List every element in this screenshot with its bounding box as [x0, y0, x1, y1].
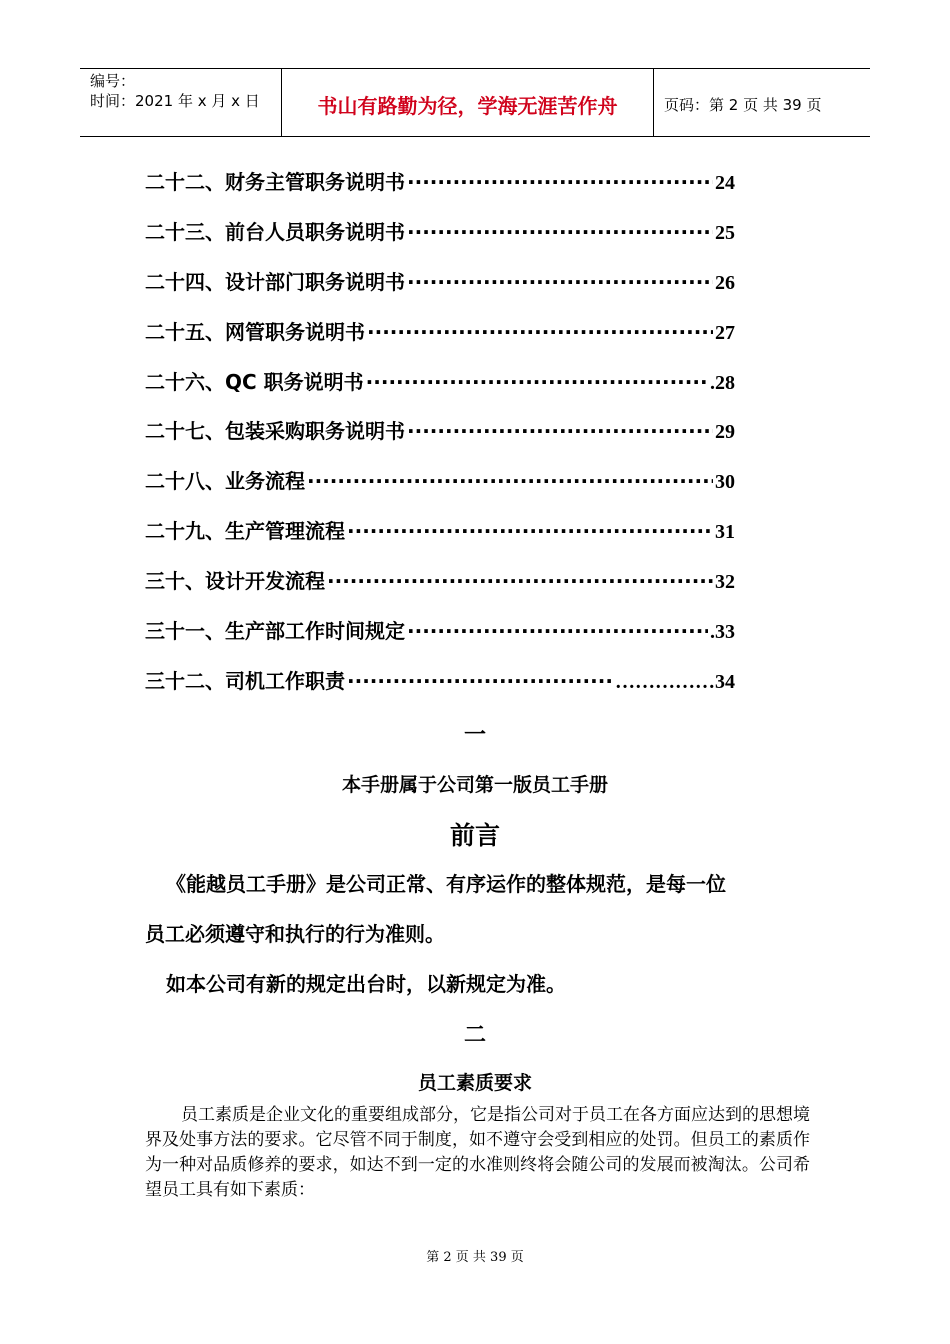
- toc-leader-dots: [366, 370, 708, 394]
- page-footer: 第 2 页 共 39 页: [426, 1250, 524, 1265]
- preface-paragraph-line2: 员工必须遵守和执行的行为准则。: [145, 922, 445, 946]
- quality-body-text: 员工素质是企业文化的重要组成部分，它是指公司对于员工在各方面应达到的思想境界及处事方法的要求。它尽管不同于制度，如不遵守会受到相应的处罚。但员工的素质作为一种对品质修养的要求，如达不到一定的水准则终将会随公司的发展而被淘汰。公司希望员工具有如下素质：: [145, 1105, 810, 1200]
- toc-entry-page: .33: [710, 621, 735, 644]
- toc-entry[interactable]: [145, 316, 735, 366]
- time-label: 时间：2021 年 x 月 x 日: [90, 92, 260, 110]
- quality-heading: 员工素质要求: [417, 1072, 532, 1094]
- toc-entry-title: 二十五、网管职务说明书: [145, 319, 365, 344]
- toc-leader-dots: [407, 220, 713, 244]
- toc-entry-title: 二十六、QC 职务说明书: [145, 369, 364, 394]
- toc-entry-title: 二十二、财务主管职务说明书: [145, 170, 405, 194]
- header-motto-cell: [282, 69, 654, 136]
- header-page-info: [654, 69, 870, 136]
- toc-leader-dots: [407, 270, 713, 294]
- toc-entry-page: 29: [715, 421, 735, 444]
- toc-entry-title: 二十七、包装采购职务说明书: [145, 419, 405, 444]
- toc-entry-page: 25: [715, 221, 735, 244]
- toc-entry-title: 二十八、业务流程: [145, 469, 305, 494]
- header-motto: 书山有路勤为径，学海无涯苦作舟: [317, 94, 618, 118]
- toc-entry[interactable]: [145, 415, 735, 465]
- toc-leader-dots: [407, 170, 713, 194]
- toc-entry-page: 24: [715, 172, 735, 194]
- toc-entry-title: 二十四、设计部门职务说明书: [145, 269, 405, 294]
- toc-entry[interactable]: [145, 266, 735, 316]
- toc-entry-page: 30: [715, 471, 735, 494]
- toc-entry-title: 三十一、生产部工作时间规定: [145, 619, 405, 644]
- page-info-text: 页码：第 2 页 共 39 页: [664, 96, 822, 114]
- page-header: [80, 68, 870, 137]
- toc-leader-dots: [327, 569, 713, 593]
- toc-leader-dots: [367, 320, 713, 344]
- toc-entry[interactable]: [145, 366, 735, 416]
- toc-entry-page: 32: [715, 571, 735, 594]
- toc-leader-dots: [407, 619, 708, 643]
- manual-edition-note: 本手册属于公司第一版员工手册: [341, 774, 608, 796]
- toc-entry[interactable]: [145, 515, 735, 565]
- table-of-contents: [145, 166, 735, 715]
- toc-entry[interactable]: [145, 665, 735, 715]
- toc-leader-dots: [307, 469, 713, 493]
- toc-entry-title: 二十三、前台人员职务说明书: [145, 219, 405, 244]
- toc-entry-title: 三十、设计开发流程: [145, 569, 325, 594]
- section-number-one: 一: [463, 723, 486, 748]
- toc-entry[interactable]: [145, 615, 735, 665]
- section-number-two: 二: [463, 1023, 486, 1048]
- toc-entry-page: .28: [710, 371, 735, 394]
- toc-leader-dots: [347, 669, 613, 693]
- preface-paragraph-line1: 《能越员工手册》是公司正常、有序运作的整体规范，是每一位: [166, 872, 726, 896]
- toc-entry[interactable]: [145, 565, 735, 615]
- toc-leader-dots: [407, 419, 713, 443]
- toc-entry-title: 二十九、生产管理流程: [145, 519, 345, 544]
- number-label: 编号：: [90, 72, 136, 90]
- toc-leader-dots: [347, 519, 713, 543]
- toc-entry-page: ……………34: [615, 670, 735, 693]
- toc-entry-page: 31: [715, 521, 735, 544]
- preface-heading: 前言: [449, 821, 500, 850]
- toc-entry[interactable]: [145, 216, 735, 266]
- toc-entry[interactable]: [145, 166, 735, 216]
- toc-entry[interactable]: [145, 465, 735, 515]
- preface-paragraph-2: 如本公司有新的规定出台时，以新规定为准。: [166, 972, 566, 996]
- toc-entry-page: 26: [715, 271, 735, 294]
- header-meta: [80, 69, 282, 136]
- toc-entry-page: 27: [715, 321, 735, 344]
- toc-entry-title: 三十二、司机工作职责: [145, 668, 345, 693]
